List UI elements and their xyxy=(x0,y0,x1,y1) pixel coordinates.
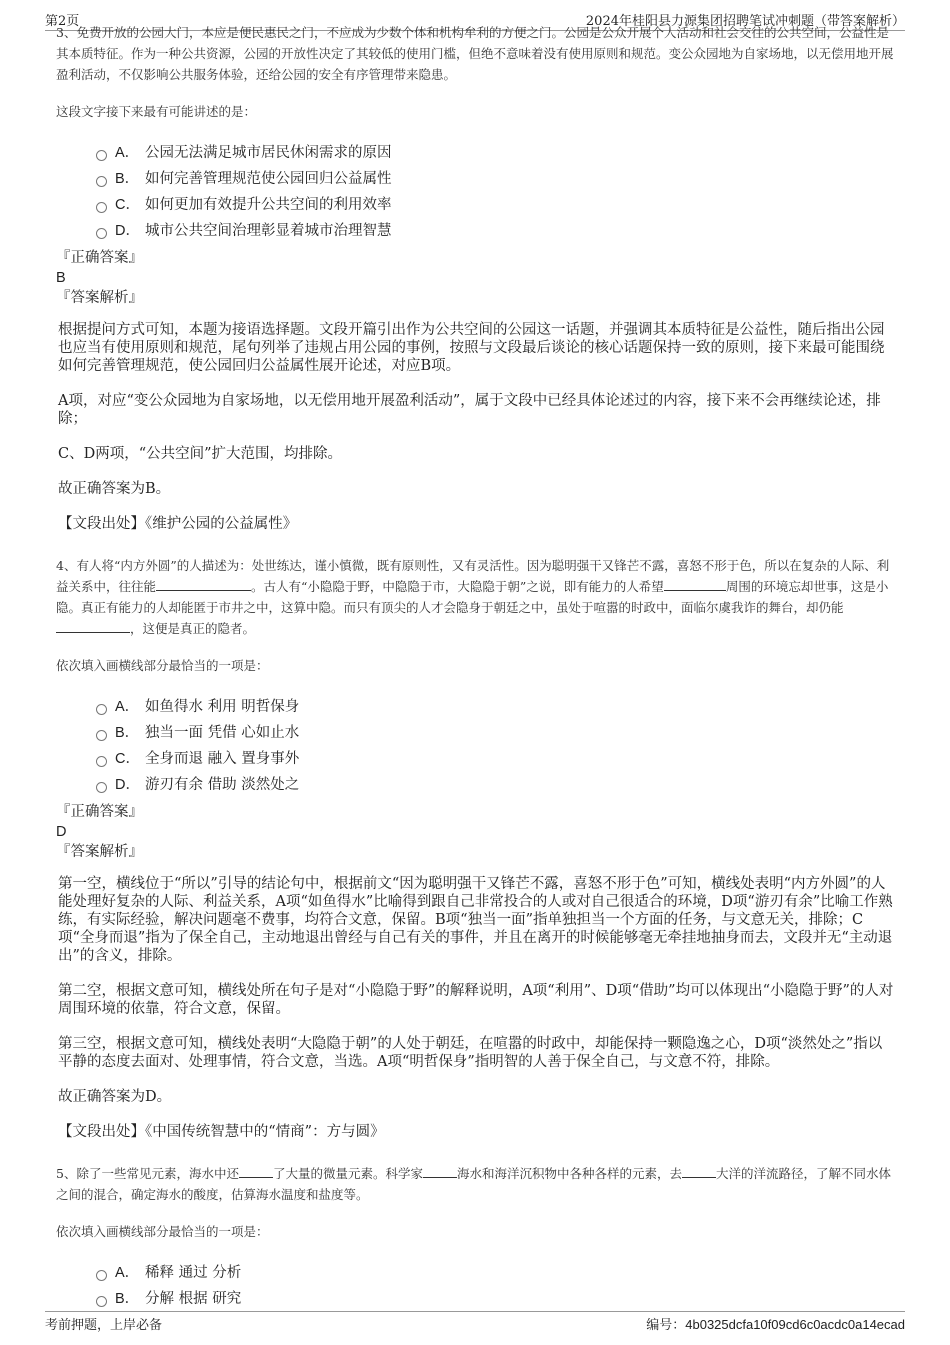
radio-icon[interactable] xyxy=(96,202,107,213)
radio-icon[interactable] xyxy=(96,730,107,741)
option-a[interactable]: A． 公园无法满足城市居民休闲需求的原因 xyxy=(96,140,894,166)
analysis-paragraph: C、D两项，“公共空间”扩大范围，均排除。 xyxy=(58,446,343,462)
radio-icon[interactable] xyxy=(96,150,107,161)
analysis-paragraph: A项，对应“变公众园地为自家场地，以无偿用地开展盈利活动”，属于文段中已经具体论述过的内容，接下来不会再继续论述，排除； xyxy=(58,393,881,427)
option-c[interactable]: C． 全身而退 融入 置身事外 xyxy=(96,746,894,772)
fill-blank[interactable] xyxy=(423,1165,457,1178)
question-5 xyxy=(56,1163,894,1307)
radio-icon[interactable] xyxy=(96,228,107,239)
analysis-paragraph: 第一空，横线位于“所以”引导的结论句中，根据前文“因为聪明强干又锋芒不露，喜怒不形于色”可知，横线处表明“内方外圆”的人能处理好复杂的人际、利益关系，A项“如鱼得水”比喻得到跟自己非常投合的人或对自己很适合的环境，D项“游刃有余”比喻工作熟练，有实际经验，解决问题毫不费事，均符合文意，保留。B项“独当一面”指单独担当一个方面的任务，与文意无关，排除；C项“全身而退”指为了保全自己，主动地退出曾经与自己有关的事件，并且在离开的时候能够毫无牵挂地抽身而去，文段并无“主动退出”的含义，排除。 xyxy=(58,876,893,964)
option-b[interactable]: B． 如何完善管理规范使公园回归公益属性 xyxy=(96,166,894,192)
page-content xyxy=(56,22,894,1307)
answer-label: 『正确答案』 xyxy=(56,804,143,820)
fill-blank[interactable] xyxy=(682,1165,716,1178)
analysis-paragraph: 故正确答案为B。 xyxy=(58,481,171,497)
option-c[interactable]: C． 如何更加有效提升公共空间的利用效率 xyxy=(96,192,894,218)
analysis-paragraph: 第三空，根据文意可知，横线处表明“大隐隐于朝”的人处于朝廷，在喧嚣的时政中，却能保持一颗隐逸之心，D项“淡然处之”指以平静的态度去面对、处理事情，符合文意，当选。A项“明哲保身”指明智的人善于保全自己，与文意不符，排除。 xyxy=(58,1036,883,1070)
footer-slogan: 考前押题，上岸必备 xyxy=(45,1318,163,1333)
radio-icon[interactable] xyxy=(96,1296,107,1307)
fill-blank[interactable] xyxy=(156,578,251,591)
option-list xyxy=(96,1260,894,1307)
analysis-paragraph: 第二空，根据文意可知，横线处所在句子是对“小隐隐于野”的解释说明，A项“利用”、D项“借助”均可以体现出“小隐隐于野”的人对周围环境的依靠，符合文意，保留。 xyxy=(58,983,894,1017)
radio-icon[interactable] xyxy=(96,782,107,793)
question-text: 4、有人将“内方外圆”的人描述为：处世练达，谨小慎微，既有原则性，又有灵活性。因为聪明强干又锋芒不露，喜怒不形于色，所以在复杂的人际、利益关系中，往往能 。古人有“小隐隐于野，中隐隐于市，大隐隐于朝”之说，即有能力的人希望 周围的环境忘却世事，这是小隐。真正有能力的人却能匿于市井之中，这算中隐。而只有顶尖的人才会隐身于朝廷之中，虽处于喧嚣的时政中，面临尔虞我诈的舞台，却仍能，这便是真正的隐者。 xyxy=(56,558,890,636)
analysis-label: 『答案解析』 xyxy=(56,290,143,306)
fill-blank[interactable] xyxy=(56,620,130,633)
question-text: 3、免费开放的公园大门，本应是便民惠民之门，不应成为少数个体和机构牟利的方便之门。公园是公众开展个人活动和社会交往的公共空间，公益性是其本质特征。作为一种公共资源，公园的开放性决定了其较低的使用门槛，但绝不意味着没有使用原则和规范。变公众园地为自家场地，以无偿用地开展盈利活动，不仅影响公共服务体验，还给公园的安全有序管理带来隐患。 xyxy=(56,25,894,82)
question-text: 5、除了一些常见元素，海水中还 了大量的微量元素。科学家 海水和海洋沉积物中各种各样的元素，去 大洋的洋流路径，了解不同水体之间的混合，确定海水的酸度，估算海水温度和盐度等。 xyxy=(56,1166,892,1202)
page-number: 第2页 xyxy=(45,14,80,29)
option-d[interactable]: D． 游刃有余 借助 淡然处之 xyxy=(96,772,894,798)
analysis-label: 『答案解析』 xyxy=(56,844,143,860)
option-a[interactable]: A． 稀释 通过 分析 xyxy=(96,1260,894,1286)
option-b[interactable]: B． 独当一面 凭借 心如止水 xyxy=(96,720,894,746)
answer-label: 『正确答案』 xyxy=(56,250,143,266)
radio-icon[interactable] xyxy=(96,704,107,715)
radio-icon[interactable] xyxy=(96,756,107,767)
passage-source: 【文段出处】《中国传统智慧中的“情商”：方与圆》 xyxy=(58,1124,385,1140)
answer-value: B xyxy=(56,270,66,286)
option-d[interactable]: D． 城市公共空间治理彰显着城市治理智慧 xyxy=(96,218,894,244)
analysis-paragraph: 故正确答案为D。 xyxy=(58,1089,172,1105)
question-prompt: 这段文字接下来最有可能讲述的是： xyxy=(56,104,257,119)
option-b[interactable]: B． 分解 根据 研究 xyxy=(96,1286,894,1307)
fill-blank[interactable] xyxy=(664,578,726,591)
radio-icon[interactable] xyxy=(96,1270,107,1281)
analysis-paragraph: 根据提问方式可知，本题为接语选择题。文段开篇引出作为公共空间的公园这一话题，并强调其本质特征是公益性，随后指出公园也应当有使用原则和规范，尾句列举了违规占用公园的事例，按照与文段最后谈论的核心话题保持一致的原则，接下来最可能围绕如何完善管理规范，使公园回归公益属性展开论述，对应B项。 xyxy=(58,322,885,374)
question-4 xyxy=(56,555,894,1141)
question-prompt: 依次填入画横线部分最恰当的一项是： xyxy=(56,1224,269,1239)
option-list xyxy=(96,694,894,798)
answer-value: D xyxy=(56,824,67,840)
document-id: 编号：4b0325dcfa10f09cd6c0acdc0a14ecad xyxy=(646,1317,905,1332)
option-list xyxy=(96,140,894,244)
document-title: 2024年桂阳县力源集团招聘笔试冲刺题（带答案解析） xyxy=(585,14,905,29)
question-prompt: 依次填入画横线部分最恰当的一项是： xyxy=(56,658,269,673)
radio-icon[interactable] xyxy=(96,176,107,187)
option-a[interactable]: A． 如鱼得水 利用 明哲保身 xyxy=(96,694,894,720)
footer-divider xyxy=(45,1311,905,1312)
fill-blank[interactable] xyxy=(239,1165,273,1178)
question-3 xyxy=(56,22,894,533)
passage-source: 【文段出处】《维护公园的公益属性》 xyxy=(58,516,298,532)
